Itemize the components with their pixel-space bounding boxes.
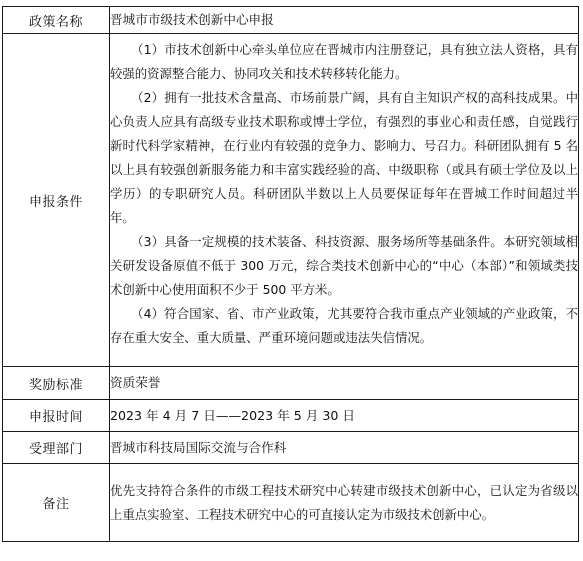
table-row-period <box>3 400 579 432</box>
remarks-value <box>110 464 579 542</box>
award-label: 奖励标准 <box>3 367 110 400</box>
award-value: 资质荣誉 <box>110 367 579 400</box>
period-value: 2023 年 4 月 7 日——2023 年 5 月 30 日 <box>110 400 579 432</box>
policy-name-label: 政策名称 <box>3 7 110 34</box>
requirement-item-3: （3）具备一定规模的技术装备、科技资源、服务场所等基础条件。本研究领域相关研发设备原值不低于 300 万元，综合类技术创新中心的“中心（本部）”和领域类技术创新中心使用面积不少于 500 平方米。 <box>110 234 578 297</box>
period-label: 申报时间 <box>3 400 110 432</box>
department-label: 受理部门 <box>3 432 110 464</box>
department-value: 晋城市科技局国际交流与合作科 <box>110 432 579 464</box>
requirement-item-4: （4）符合国家、省、市产业政策，尤其要符合我市重点产业领域的产业政策，不存在重大安全、重大质量、严重环境问题或违法失信情况。 <box>110 306 578 345</box>
requirement-item-1: （1）市技术创新中心牵头单位应在晋城市内注册登记，具有独立法人资格，具有较强的资源整合能力、协同攻关和技术转移转化能力。 <box>110 42 578 81</box>
remarks-label: 备注 <box>3 464 110 542</box>
requirement-item-2: （2）拥有一批技术含量高、市场前景广阔，具有自主知识产权的高科技成果。中心负责人应具有高级专业技术职称或博士学位，有强烈的事业心和责任感，自觉践行新时代科学家精神，在行业内有较强的竞争力、影响力、号召力。科研团队拥有 5 名以上具有较强创新服务能力和丰富实践经验的高、中级职称（或具有硕士学位及以上学历）的专职研究人员。科研团队半数以上人员要保证每年在晋城工作时间超过半年。 <box>110 90 578 225</box>
policy-table <box>2 6 579 542</box>
requirements-label: 申报条件 <box>3 34 110 367</box>
remarks-text: 优先支持符合条件的市级工程技术研究中心转建市级技术创新中心，已认定为省级以上重点实验室、工程技术研究中心的可直接认定为市级技术创新中心。 <box>110 482 578 522</box>
table-row-policy-name <box>3 7 579 34</box>
requirements-value <box>110 34 579 367</box>
table-row-department <box>3 432 579 464</box>
table-row-requirements <box>3 34 579 367</box>
table-row-award <box>3 367 579 400</box>
policy-name-value: 晋城市市级技术创新中心申报 <box>110 7 579 34</box>
table-row-remarks <box>3 464 579 542</box>
